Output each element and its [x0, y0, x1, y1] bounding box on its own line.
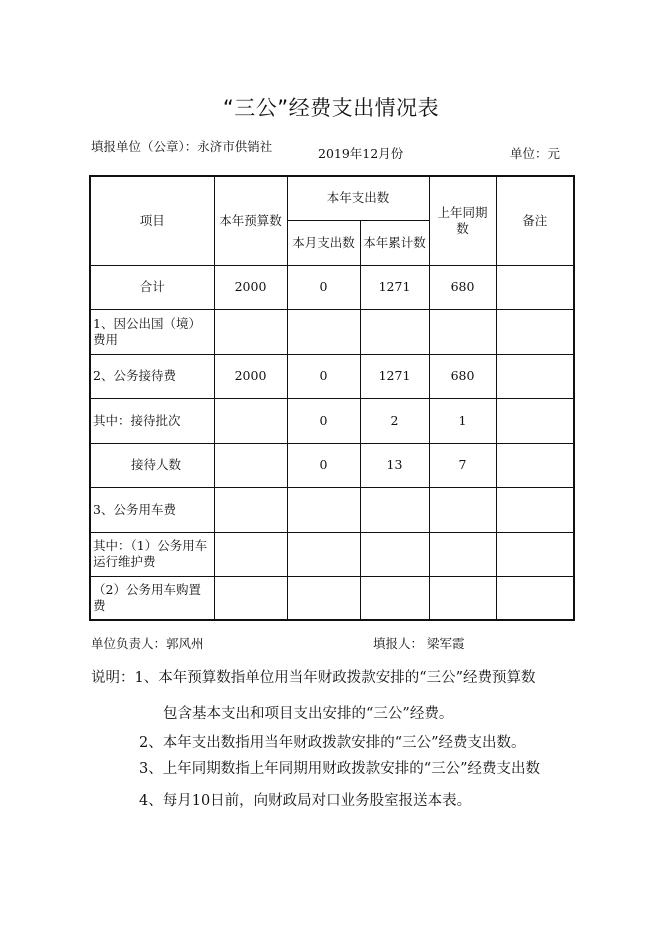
row-monthly: [287, 576, 360, 620]
row-cumulative: 1271: [360, 265, 429, 309]
row-budget: [214, 487, 287, 532]
note-1: 说明：1、本年预算数指单位用当年财政拨款安排的“三公”经费预算数: [91, 670, 536, 686]
responsible-person: 单位负责人：郭风州: [91, 636, 204, 651]
header-last-year: 上年同期数: [429, 176, 496, 265]
filler-person: 填报人： 梁军霞: [373, 636, 465, 651]
table-row: [90, 309, 574, 354]
header-remarks: 备注: [496, 176, 574, 265]
row-remarks: [496, 354, 574, 398]
row-monthly: 0: [287, 443, 360, 487]
table-row: [90, 487, 574, 532]
row-budget: [214, 309, 287, 354]
row-cumulative: 2: [360, 398, 429, 443]
row-remarks: [496, 576, 574, 620]
row-cumulative: 1271: [360, 354, 429, 398]
row-remarks: [496, 487, 574, 532]
row-item: （2）公务用车购置费: [90, 576, 214, 620]
row-item: 2、公务接待费: [90, 354, 214, 398]
header-budget: 本年预算数: [214, 176, 287, 265]
note-1-continued: 包含基本支出和项目支出安排的“三公”经费。: [163, 706, 454, 722]
row-budget: 2000: [214, 265, 287, 309]
row-cumulative: [360, 309, 429, 354]
page-title: “三公”经费支出情况表: [222, 96, 440, 120]
row-remarks: [496, 265, 574, 309]
row-item: 其中：接待批次: [90, 398, 214, 443]
row-last-year: 680: [429, 265, 496, 309]
row-budget: 2000: [214, 354, 287, 398]
row-monthly: [287, 532, 360, 576]
row-last-year: [429, 309, 496, 354]
table-row: [90, 354, 574, 398]
row-item: 3、公务用车费: [90, 487, 214, 532]
row-cumulative: [360, 576, 429, 620]
row-budget: [214, 532, 287, 576]
reporting-unit: 填报单位（公章）：永济市供销社: [91, 139, 273, 154]
row-item: 1、因公出国（境）费用: [90, 309, 214, 354]
table-row: [90, 576, 574, 620]
row-item: 合计: [90, 265, 214, 309]
header-cumulative: 本年累计数: [360, 220, 429, 265]
note-3: 3、上年同期数指上年同期用财政拨款安排的“三公”经费支出数: [139, 761, 541, 777]
table-row: [90, 532, 574, 576]
row-monthly: 0: [287, 265, 360, 309]
row-budget: [214, 576, 287, 620]
row-item: 其中：（1）公务用车运行维护费: [90, 532, 214, 576]
row-cumulative: [360, 487, 429, 532]
row-budget: [214, 443, 287, 487]
row-monthly: 0: [287, 354, 360, 398]
row-last-year: [429, 576, 496, 620]
header-monthly: 本月支出数: [287, 220, 360, 265]
row-budget: [214, 398, 287, 443]
row-item: 接待人数: [90, 443, 214, 487]
row-last-year: 7: [429, 443, 496, 487]
row-last-year: 680: [429, 354, 496, 398]
row-last-year: [429, 532, 496, 576]
row-last-year: [429, 487, 496, 532]
table-row: [90, 443, 574, 487]
row-cumulative: [360, 532, 429, 576]
row-remarks: [496, 532, 574, 576]
row-monthly: [287, 487, 360, 532]
currency-unit: 单位：元: [510, 146, 561, 161]
row-remarks: [496, 398, 574, 443]
row-cumulative: 13: [360, 443, 429, 487]
row-remarks: [496, 309, 574, 354]
row-monthly: [287, 309, 360, 354]
table-row: [90, 265, 574, 309]
row-monthly: 0: [287, 398, 360, 443]
table-row: [90, 398, 574, 443]
note-2: 2、本年支出数指用当年财政拨款安排的“三公”经费支出数。: [139, 735, 526, 751]
header-item: 项目: [90, 176, 214, 265]
expense-table: [89, 175, 575, 621]
row-last-year: 1: [429, 398, 496, 443]
header-current-year: 本年支出数: [287, 176, 429, 220]
row-remarks: [496, 443, 574, 487]
note-4: 4、每月10日前，向财政局对口业务股室报送本表。: [139, 793, 472, 809]
report-period: 2019年12月份: [318, 146, 404, 161]
